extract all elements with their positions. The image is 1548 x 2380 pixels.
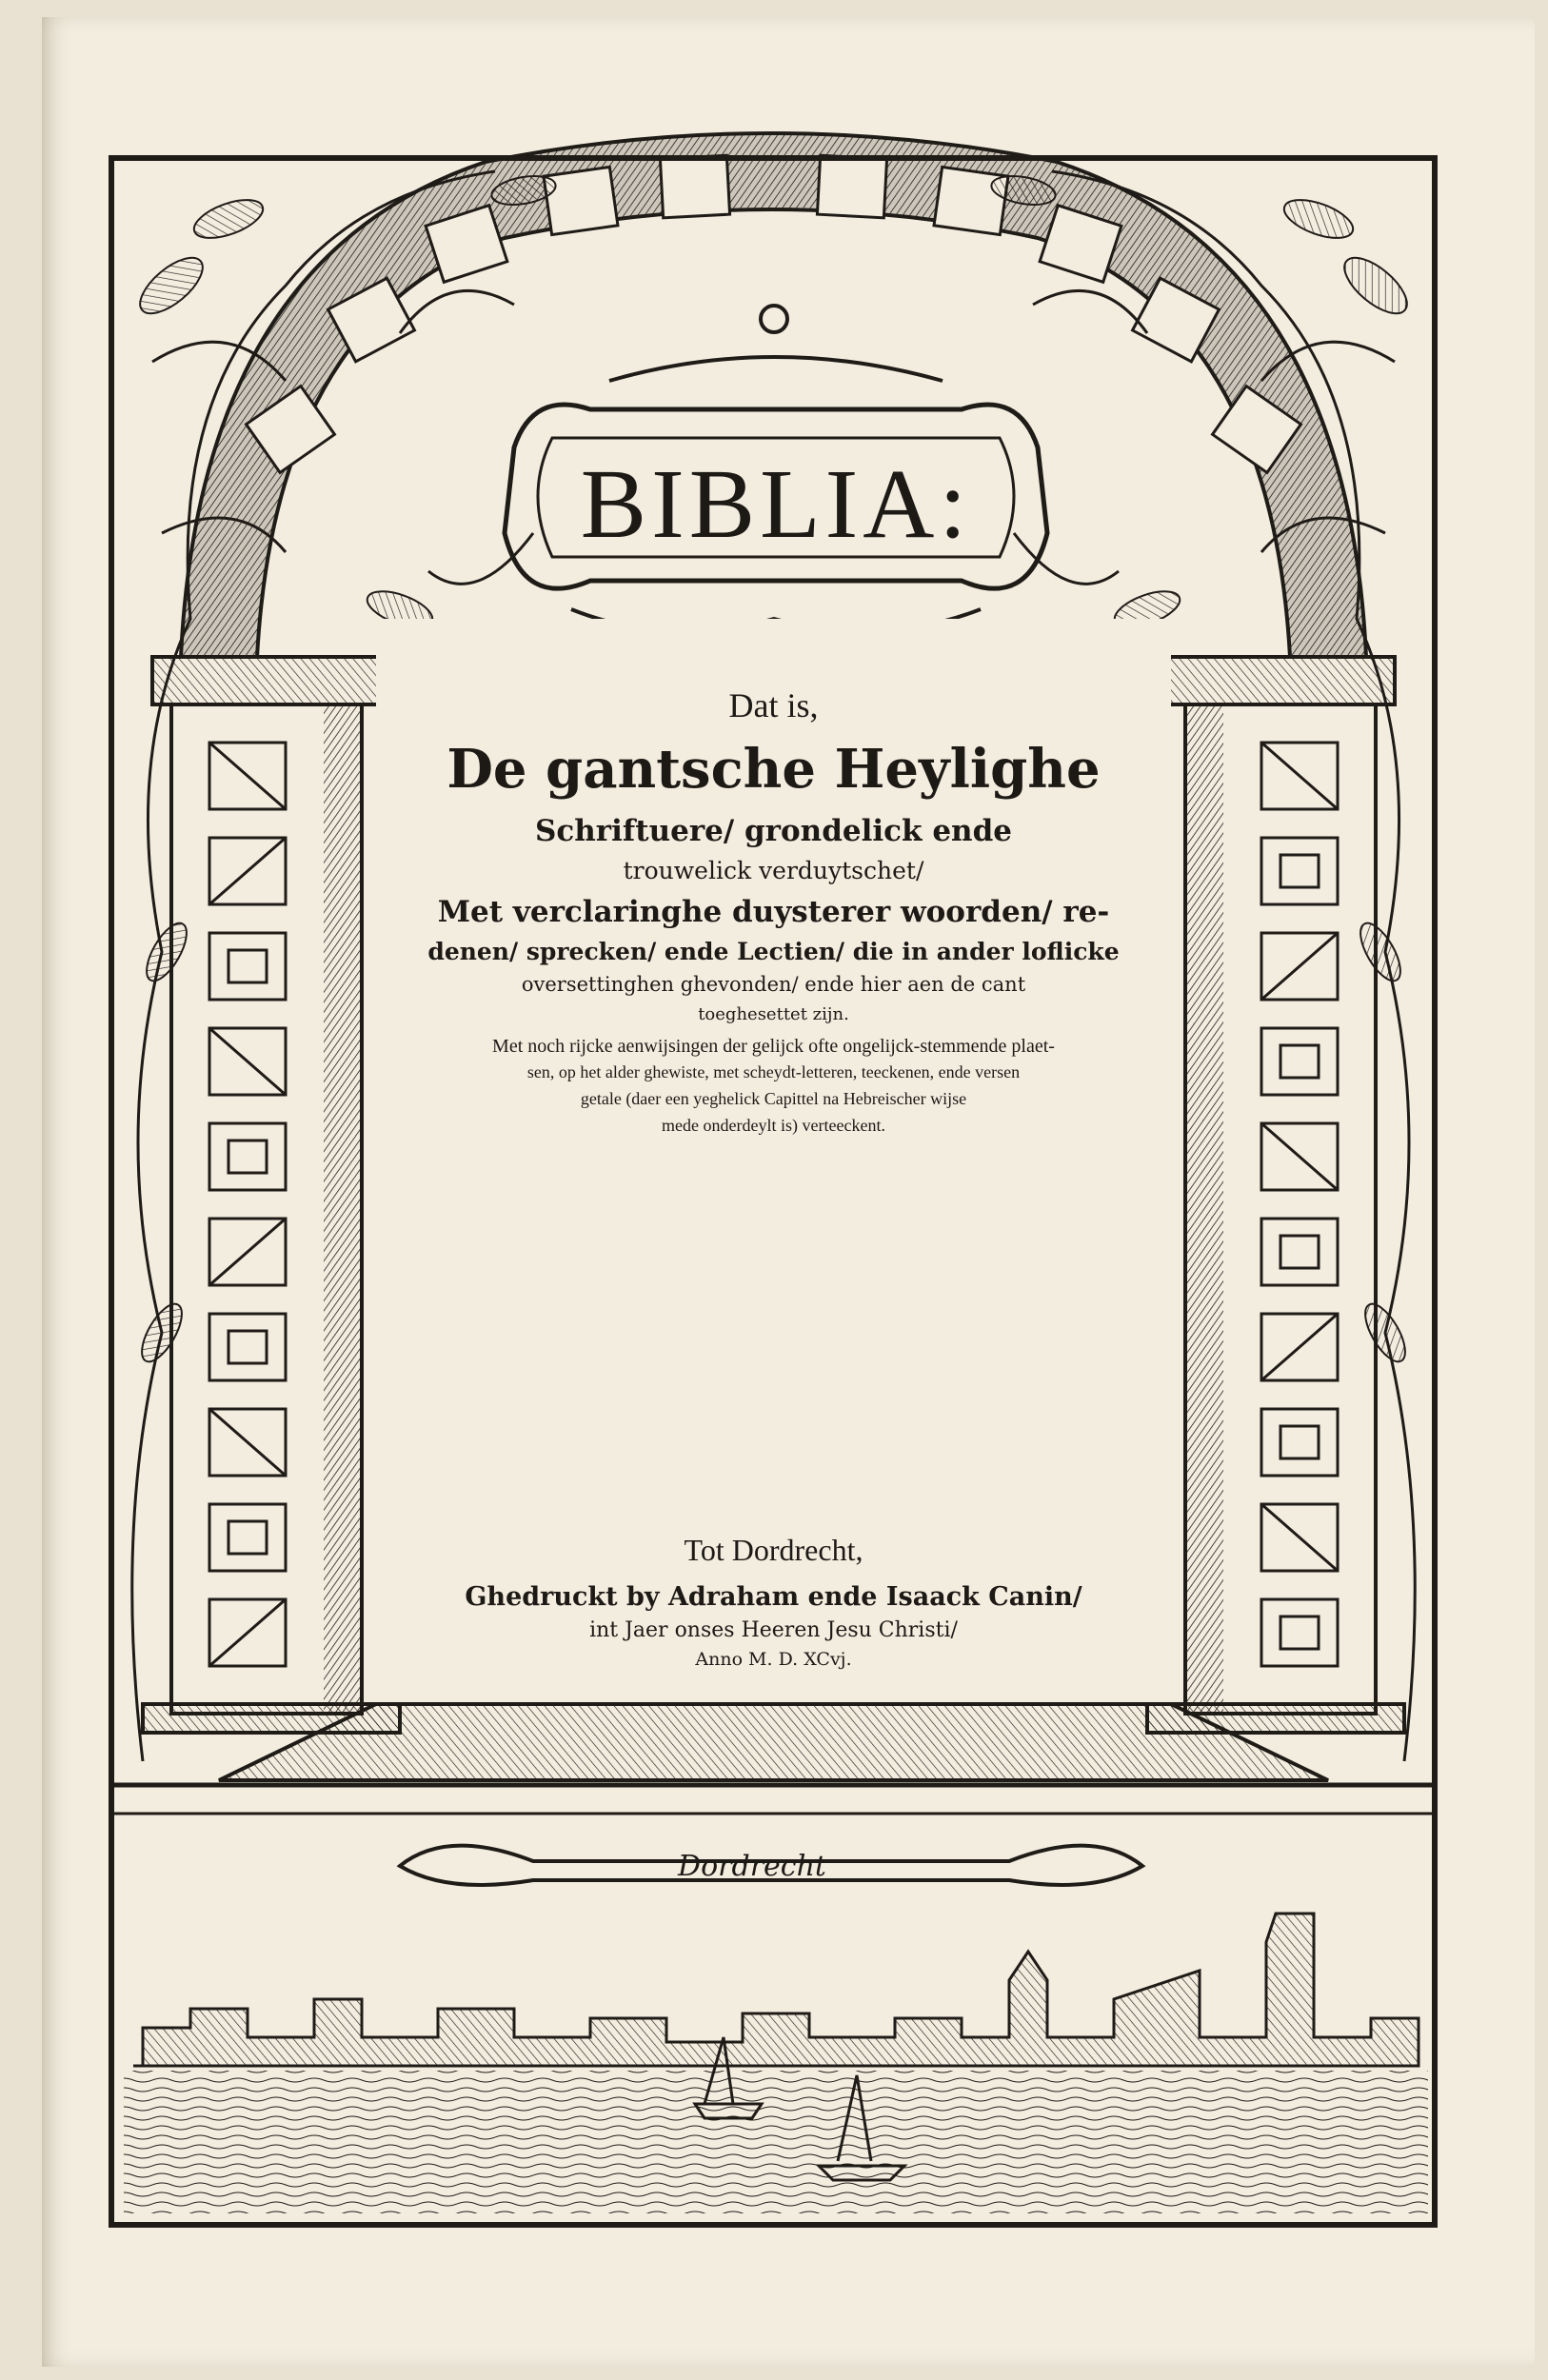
dat-is-line: Dat is, — [728, 686, 819, 724]
city-banner-label: Dordrecht — [678, 1850, 826, 1883]
note-line-2: sen, op het alder ghewiste, met scheydt-letteren, teeckenen, ende versen — [526, 1062, 1021, 1081]
imprint-line-1: Ghedruckt by Adraham ende Isaack Canin/ — [465, 1582, 1082, 1612]
subtitle-line-2: trouwelick verduytschet/ — [623, 857, 924, 884]
subtitle-line-4: denen/ sprecken/ ende Lectien/ die in ander loflicke — [427, 938, 1120, 965]
note-line-3: getale (daer een yeghelick Capittel na Hebreischer wijse — [580, 1089, 967, 1108]
imprint-line-3: Anno M. D. XCvj. — [695, 1649, 852, 1670]
note-line-4: mede onderdeylt is) verteeckent. — [662, 1116, 885, 1135]
bible-title: BIBLIA: — [580, 449, 972, 559]
note-line-1: Met noch rijcke aenwijsingen der gelijck ofte ongelijck-stemmende plaet- — [492, 1036, 1055, 1057]
subtitle-line-6: toeghesettet zijn. — [698, 1004, 849, 1024]
imprint-place: Tot Dordrecht, — [684, 1533, 863, 1567]
headline: De gantsche Heylighe — [447, 738, 1101, 801]
subtitle-line-3: Met verclaringhe duysterer woorden/ re- — [437, 895, 1110, 929]
page-frame — [109, 155, 1438, 2228]
imprint-line-2: int Jaer onses Heeren Jesu Christi/ — [589, 1618, 958, 1642]
subtitle-line-1: Schriftuere/ grondelick ende — [535, 814, 1012, 848]
subtitle-line-5: oversettinghen ghevonden/ ende hier aen de cant — [521, 973, 1026, 996]
